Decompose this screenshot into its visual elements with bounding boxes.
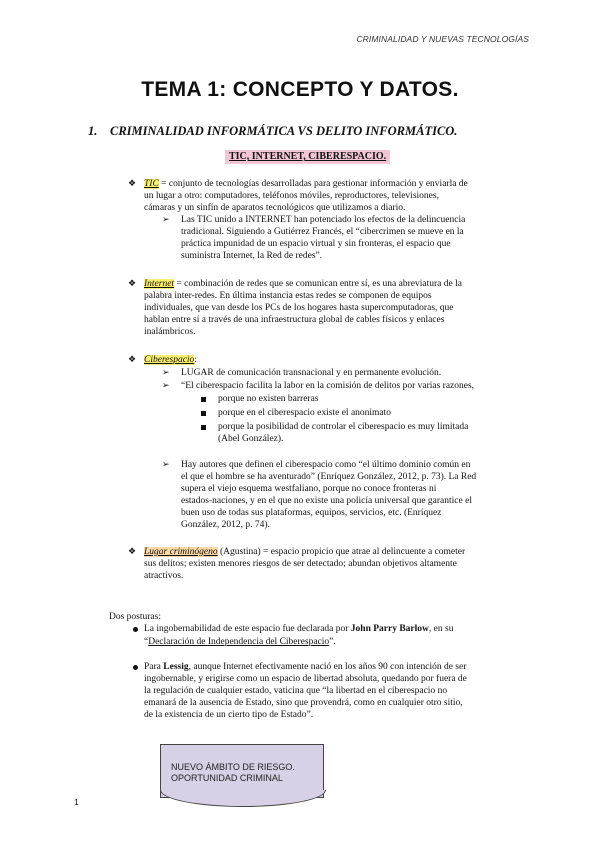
- square-bullet-icon: [201, 425, 206, 430]
- lugar-line-2: sus delitos; existen menores riesgos de ser detectado; abundan objetivos altamente: [144, 559, 457, 569]
- round-bullet-icon: [133, 665, 138, 670]
- reason-citation: (Abel González).: [218, 434, 284, 444]
- round-bullet-icon: [133, 627, 138, 632]
- callout-text: NUEVO ÁMBITO DE RIESGO. OPORTUNIDAD CRIMINAL: [171, 762, 295, 783]
- tic-line-3: cámaras y un sinfín de aparatos tecnológicos que utilizamos a diario.: [144, 203, 406, 213]
- section-heading: [88, 124, 457, 139]
- square-bullet-icon: [201, 411, 206, 416]
- reason-item: porque no existen barreras: [218, 394, 319, 404]
- bullet-diamond-icon: ❖: [128, 178, 137, 188]
- section-number: 1.: [88, 124, 98, 138]
- author-lessig: Lessig: [163, 662, 189, 672]
- ciberespacio-term: Ciberespacio: [144, 355, 195, 365]
- section-title: CRIMINALIDAD INFORMÁTICA VS DELITO INFORMÁTICO.: [110, 124, 458, 138]
- reason-item: porque en el ciberespacio existe el anonimato: [218, 408, 392, 418]
- internet-line-4: hablan entre sí a través de una infraestructura global de cables físicos y enlaces: [144, 315, 445, 325]
- lugar-term: Lugar criminógeno: [144, 547, 218, 557]
- ciberespacio-point-2: “El ciberespacio facilita la labor en la comisión de delitos por varias razones,: [181, 381, 475, 391]
- callout-box: [160, 744, 324, 798]
- internet-line-5: inalámbricos.: [144, 327, 196, 337]
- author-barlow: John Parry Barlow: [350, 624, 429, 634]
- postura-2-line-1: Para Lessig, aunque Internet efectivamente nació en los años 90 con intención de ser: [144, 662, 467, 672]
- ciberespacio-heading: Ciberespacio:: [144, 355, 197, 365]
- ciberespacio-point-3-line-4: estados-naciones, y en el que no existe una policía universal que garantice el: [181, 496, 472, 506]
- postura-1-line-2: “Declaración de Independencia del Ciberespacio”.: [144, 637, 336, 647]
- ciberespacio-point-3-line-3: supera el viejo esquema westfaliano, porque no conoce fronteras ni: [181, 484, 437, 494]
- bullet-diamond-icon: ❖: [128, 278, 137, 288]
- bullet-diamond-icon: ❖: [128, 354, 137, 364]
- tic-sub-line-4: suministra Internet, la Red de redes”.: [181, 251, 323, 261]
- tic-definition: TIC = conjunto de tecnologías desarrolladas para gestionar información y enviarla de: [144, 179, 468, 189]
- subheading: TIC, INTERNET, CIBERESPACIO.: [225, 150, 390, 164]
- postura-1-line-1: La ingobernabilidad de este espacio fue declarada por John Parry Barlow, en su: [144, 624, 454, 634]
- posturas-intro: Dos posturas:: [109, 612, 161, 622]
- internet-line-3: individuales, que van desde los PCs de los hogares hasta supercomputadoras, que: [144, 303, 454, 313]
- page-number: 1: [74, 797, 79, 807]
- postura-2-line-5: de la existencia de un cierto tipo de Estado”.: [144, 710, 314, 720]
- postura-2-line-2: ingobernable, y erigirse como un espacio de libertad absoluta, quedando por fuera de: [144, 674, 467, 684]
- square-bullet-icon: [201, 397, 206, 402]
- arrow-bullet-icon: ➢: [162, 214, 170, 224]
- internet-line-2: palabra inter-redes. En última instancia estas redes se componen de equipos: [144, 291, 432, 301]
- ciberespacio-point-3-line-6: González, 2012, p. 74).: [181, 520, 270, 530]
- lugar-definition: Lugar criminógeno (Agustina) = espacio propicio que atrae al delincuente a cometer: [144, 547, 466, 557]
- declaration-link[interactable]: Declaración de Independencia del Ciberespacio: [148, 637, 330, 647]
- ciberespacio-point-3-line-2: el que el hombre se ha aventurado” (Enríquez González, 2012, p. 73). La Red: [181, 472, 477, 482]
- postura-2-line-4: emanará de la ausencia de Estado, sino que provendrá, como en cualquier otro sitio,: [144, 698, 463, 708]
- internet-definition: Internet = combinación de redes que se comunican entre sí, es una abreviatura de la: [144, 279, 462, 289]
- reason-item: porque la posibilidad de controlar el ciberespacio es muy limitada: [218, 422, 469, 432]
- lugar-line-3: atractivos.: [144, 571, 184, 581]
- ciberespacio-point-3-line-5: buen uso de todas sus plataformas, equipos, servicios, etc. (Enríquez: [181, 508, 442, 518]
- bullet-diamond-icon: ❖: [128, 546, 137, 556]
- page-title: TEMA 1: CONCEPTO Y DATOS.: [141, 78, 459, 101]
- running-header: CRIMINALIDAD Y NUEVAS TECNOLOGÍAS: [356, 34, 529, 44]
- postura-2-line-3: la regulación de cualquier estado, vaticina que “la libertad en el ciberespacio no: [144, 686, 448, 696]
- tic-line-2: un lugar a otro: computadores, teléfonos móviles, reproductores, televisiones,: [144, 191, 439, 201]
- ciberespacio-point-3-line-1: Hay autores que definen el ciberespacio como “el último dominio común en: [181, 460, 471, 470]
- tic-sub-line-1: Las TIC unido a INTERNET han potenciado los efectos de la delincuencia: [181, 215, 466, 225]
- arrow-bullet-icon: ➢: [162, 367, 170, 377]
- arrow-bullet-icon: ➢: [162, 380, 170, 390]
- internet-term: Internet: [144, 279, 175, 289]
- tic-sub-line-2: tradicional. Siguiendo a Gutiérrez Francés, el “cibercrimen se mueve en la: [181, 227, 464, 237]
- ciberespacio-point-1: LUGAR de comunicación transnacional y en permanente evolución.: [181, 368, 442, 378]
- arrow-bullet-icon: ➢: [162, 459, 170, 469]
- tic-sub-line-3: práctica impunidad de un espacio virtual y sin fronteras, el espacio que: [181, 239, 451, 249]
- tic-term: TIC: [144, 179, 159, 189]
